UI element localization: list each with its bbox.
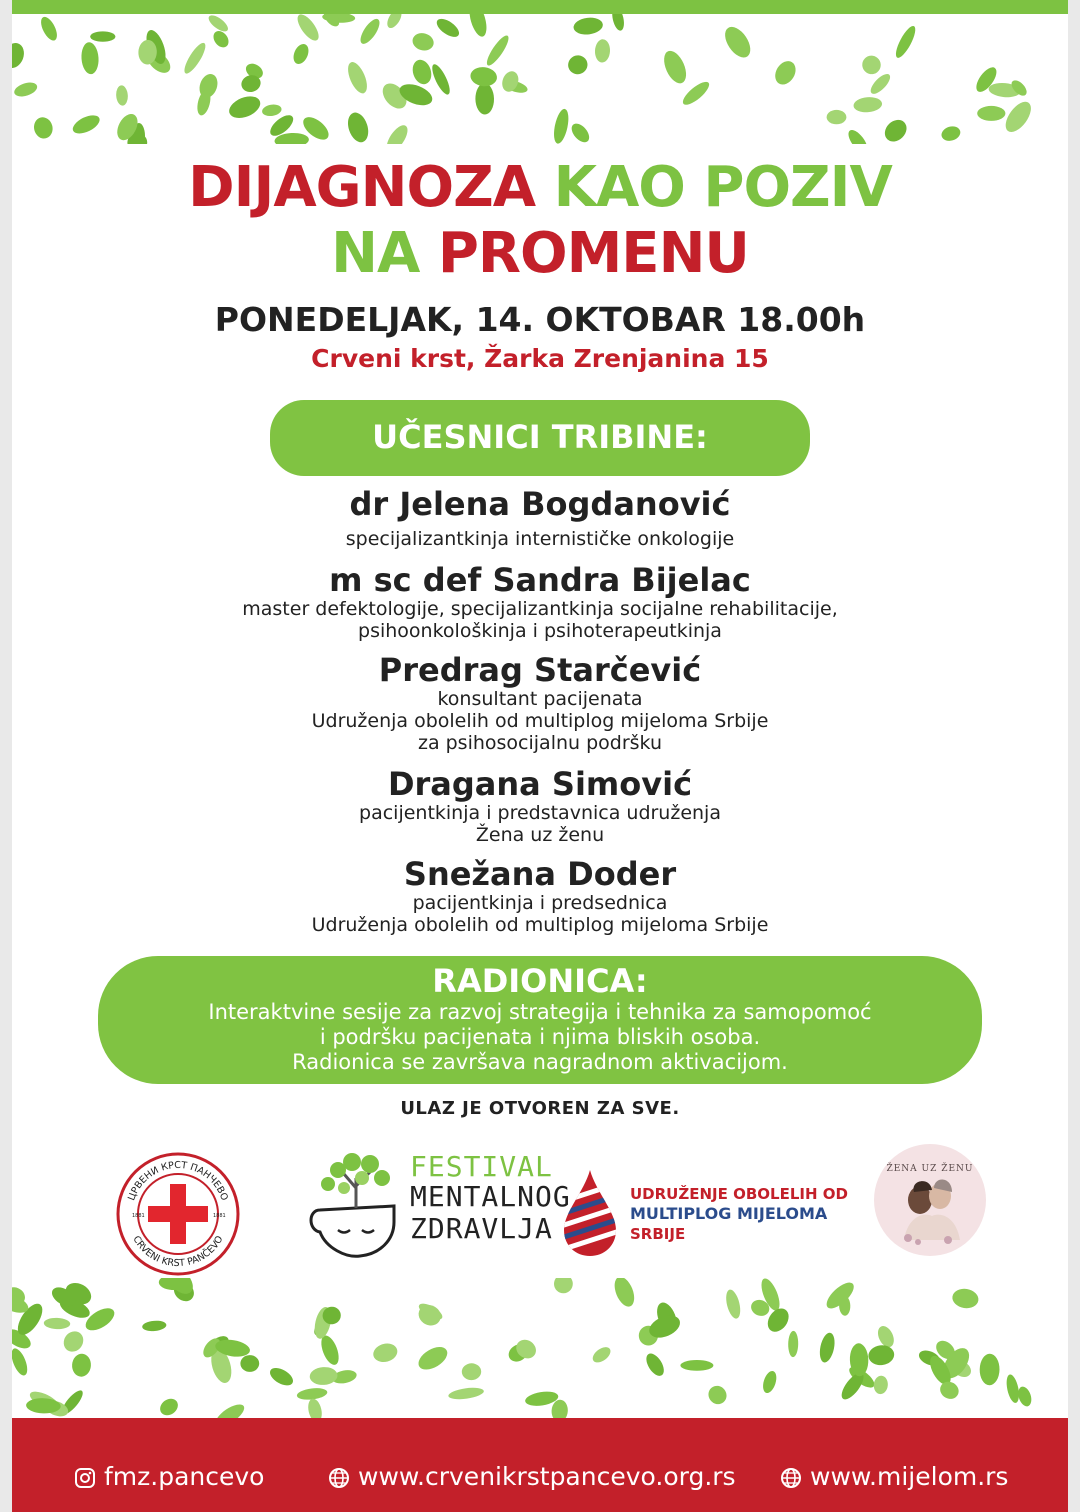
participant-3 <box>12 652 1068 754</box>
leaf-shape <box>868 71 894 97</box>
leaf-shape <box>383 122 412 144</box>
myeloma-line-2: MULTIPLOG MIJELOMA <box>630 1204 828 1223</box>
leaf-shape <box>344 110 371 144</box>
leaf-shape <box>344 59 371 96</box>
leaf-shape <box>429 62 453 97</box>
leaf-shape <box>771 57 800 88</box>
leaf-shape <box>415 1342 452 1374</box>
leaf-shape <box>594 39 610 63</box>
participant-role: pacijentkinja i predstavnica udruženja <box>359 802 721 824</box>
red-cross-bottom-text: CRVENI KRST PANČEVO <box>130 1234 226 1270</box>
leaf-shape <box>643 1351 668 1379</box>
participant-name: Snežana Doder <box>403 855 677 893</box>
leaf-shape <box>568 120 592 144</box>
leaf-shape <box>761 1369 779 1394</box>
top-leaves-decoration <box>12 14 1068 144</box>
globe-icon <box>780 1466 802 1488</box>
leaf-shape <box>590 1344 613 1365</box>
participant-role: Udruženja obolelih od multiplog mijeloma Srbije <box>311 914 769 936</box>
leaf-shape <box>434 15 462 40</box>
title-word-promenu: PROMENU <box>437 221 749 286</box>
participant-role: master defektologije, specijalizantkinja socijalne rehabilitacije, <box>242 598 838 620</box>
instagram-icon <box>74 1466 96 1488</box>
festival-word: FESTIVAL <box>410 1150 553 1183</box>
leaf-shape <box>212 1400 247 1418</box>
participant-5 <box>12 856 1068 936</box>
zena-uz-zenu-logo <box>874 1144 986 1256</box>
leaf-shape <box>411 31 436 53</box>
workshop-line: i podršku pacijenata i njima bliskih osoba. <box>319 1025 761 1049</box>
participant-2 <box>12 562 1068 642</box>
leaf-shape <box>979 1354 999 1386</box>
leaf-shape <box>475 83 494 115</box>
leaf-shape <box>940 124 962 143</box>
leaf-shape <box>680 78 713 108</box>
leaf-shape <box>573 16 604 36</box>
top-green-bar <box>12 0 1068 14</box>
title-words-kao-poziv: KAO POZIV <box>553 155 892 220</box>
title-line-2 <box>12 222 1068 286</box>
leaf-shape <box>90 31 115 41</box>
leaf-shape <box>142 1320 167 1332</box>
entry-note: ULAZ JE OTVOREN ZA SVE. <box>400 1098 680 1119</box>
leaf-shape <box>873 1375 889 1395</box>
leaf-shape <box>720 22 755 61</box>
bottom-leaves-decoration <box>12 1278 1068 1418</box>
participant-role: za psihosocijalnu podršku <box>417 732 663 754</box>
participant-role: konsultant pacijenata <box>437 688 643 710</box>
red-cross-year-right: 1881 <box>213 1213 226 1219</box>
leaf-shape <box>551 108 571 144</box>
participant-name: m sc def Sandra Bijelac <box>329 561 751 599</box>
leaf-shape <box>371 1341 399 1365</box>
leaf-shape <box>448 1386 485 1401</box>
leaf-shape <box>817 1331 837 1363</box>
instagram-handle: fmz.pancevo <box>104 1462 265 1491</box>
workshop-line: Interaktvine sesije za razvoj strategija i tehnika za samopomoć <box>208 1000 872 1024</box>
leaf-shape <box>484 33 512 68</box>
event-venue: Crveni krst, Žarka Zrenjanina 15 <box>311 344 769 373</box>
workshop-heading: RADIONICA: <box>432 962 648 1000</box>
leaf-shape <box>788 1331 798 1357</box>
leaf-shape <box>116 85 129 106</box>
mentalnog-word: MENTALNOG <box>410 1180 571 1213</box>
workshop-description <box>98 1000 982 1075</box>
site-myeloma-url: www.mijelom.rs <box>810 1462 1009 1491</box>
workshop-pill <box>98 956 982 1084</box>
leaf-shape <box>551 1399 569 1418</box>
leaf-shape <box>181 40 209 76</box>
leaf-shape <box>240 1355 259 1372</box>
title-word-dijagnoza: DIJAGNOZA <box>188 155 536 220</box>
leaf-shape <box>1001 97 1036 136</box>
title-line-1 <box>12 156 1068 220</box>
zdravlja-word: ZDRAVLJA <box>410 1212 553 1245</box>
leaf-shape <box>867 1344 895 1367</box>
footer-bar <box>12 1418 1068 1512</box>
participant-name: dr Jelena Bogdanović <box>349 485 731 523</box>
leaf-shape <box>859 52 885 78</box>
leaf-shape <box>384 14 404 30</box>
myeloma-line-3: SRBIJE <box>630 1225 686 1243</box>
leaf-shape <box>267 1364 296 1389</box>
leaf-shape <box>261 103 282 117</box>
leaf-shape <box>32 115 55 140</box>
red-cross-pancevo-logo <box>114 1150 242 1278</box>
leaf-shape <box>827 110 847 124</box>
leaf-shape <box>566 53 590 77</box>
leaf-shape <box>309 1366 338 1386</box>
leaf-shape <box>70 112 102 138</box>
leaf-shape <box>291 42 312 67</box>
leaf-shape <box>157 1395 181 1418</box>
participant-name: Predrag Starčević <box>378 651 702 689</box>
myeloma-line-1: UDRUŽENJE OBOLELIH OD <box>630 1185 848 1203</box>
participant-role: Udruženja obolelih od multiplog mijeloma Srbije <box>311 710 769 732</box>
leaf-shape <box>880 115 910 144</box>
leaf-shape <box>853 96 883 113</box>
participant-role: specijalizantkinja internističke onkologije <box>345 528 735 550</box>
leaf-shape <box>610 14 626 32</box>
leaf-shape <box>80 42 99 75</box>
leaf-shape <box>306 1397 324 1418</box>
participants-heading: UČESNICI TRIBINE: <box>372 418 708 456</box>
poster <box>12 0 1068 1512</box>
leaf-shape <box>71 1353 91 1377</box>
leaf-shape <box>210 28 231 50</box>
participant-1 <box>12 486 1068 550</box>
site-red-cross-url: www.crvenikrstpancevo.org.rs <box>358 1462 736 1491</box>
leaf-shape <box>357 16 383 47</box>
myeloma-association-logo <box>560 1168 850 1258</box>
two-women-icon <box>874 1144 986 1256</box>
participant-name: Dragana Simović <box>387 765 693 803</box>
leaf-shape <box>1004 1373 1021 1404</box>
leaf-shape <box>12 40 27 71</box>
leaf-shape <box>462 1363 482 1380</box>
participants-heading-pill <box>270 400 810 476</box>
leaf-shape <box>554 1278 573 1293</box>
leaf-shape <box>845 127 871 144</box>
leaf-shape <box>680 1360 713 1371</box>
red-cross-top-text: ЦРВЕНИ КРСТ ПАНЧЕВО <box>126 1159 230 1203</box>
participant-role: psihoonkološkinja i psihoterapeutkinja <box>358 620 722 642</box>
leaf-shape <box>469 66 498 88</box>
event-date: PONEDELJAK, 14. OKTOBAR 18.00h <box>214 300 866 339</box>
leaf-shape <box>60 1327 88 1355</box>
footer-site-red-cross-link[interactable] <box>328 1462 736 1491</box>
leaf-shape <box>294 14 323 44</box>
leaf-shape <box>951 1287 980 1310</box>
title-word-na: NA <box>331 221 420 286</box>
leaf-shape <box>611 1278 638 1309</box>
blood-drop-icon <box>560 1168 620 1258</box>
leaf-shape <box>12 80 38 99</box>
participant-role: pacijentkinja i predsednica <box>412 892 668 914</box>
leaf-shape <box>466 14 490 39</box>
leaf-shape <box>977 106 1005 121</box>
festival-mentalnog-zdravlja-logo <box>298 1148 571 1258</box>
leaf-shape <box>226 92 263 122</box>
globe-icon <box>328 1466 350 1488</box>
red-cross-year-left: 1881 <box>132 1213 145 1219</box>
footer-site-myeloma-link[interactable] <box>780 1462 1008 1491</box>
leaf-shape <box>892 24 918 61</box>
leaf-shape <box>410 57 435 86</box>
leaf-shape <box>705 1382 730 1408</box>
leaf-shape <box>724 1288 743 1320</box>
leaf-shape <box>660 48 691 87</box>
workshop-line: Radionica se završava nagradnom aktivacijom. <box>292 1050 788 1074</box>
footer-instagram-link[interactable] <box>74 1462 264 1491</box>
leaf-shape <box>38 14 60 42</box>
head-tree-icon <box>298 1148 408 1258</box>
participant-4 <box>12 766 1068 846</box>
zena-uz-zenu-text: ŽENA UZ ŽENU <box>886 1164 974 1174</box>
leaf-shape <box>44 1317 71 1329</box>
participant-role: Žena uz ženu <box>475 824 605 846</box>
leaf-shape <box>12 1346 30 1377</box>
